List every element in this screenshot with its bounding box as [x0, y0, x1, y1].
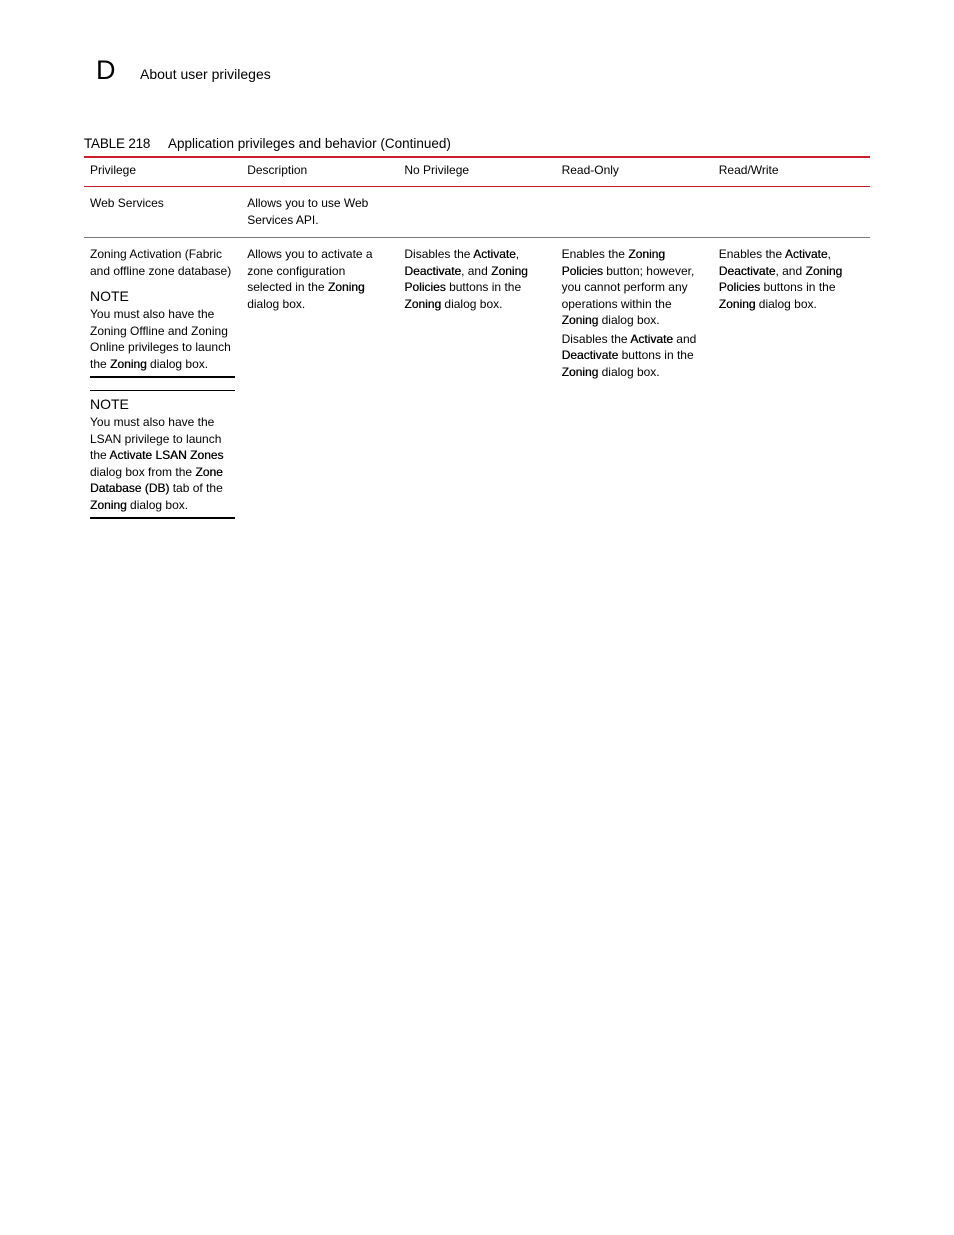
ui-term: Deactivate — [718, 263, 776, 278]
cell-read-only — [556, 187, 713, 238]
cell-privilege: Web Services — [84, 187, 241, 238]
table-number: TABLE 218 — [84, 136, 151, 151]
ui-term: Zoning — [327, 280, 365, 294]
column-header-read-write: Read/Write — [713, 158, 870, 187]
appendix-letter: D — [96, 55, 116, 85]
column-header-privilege: Privilege — [84, 158, 241, 187]
column-header-description: Description — [241, 158, 398, 187]
cell-description: Allows you to activate a zone configuration selected in the Zoning dialog box. — [247, 247, 373, 311]
note-box — [90, 287, 235, 378]
ui-term: Deactivate — [561, 348, 619, 362]
ui-term: Activate LSAN Zones — [109, 448, 224, 462]
ui-term: Activate — [473, 247, 516, 261]
read-only-paragraph: Enables the Zoning Policies button; however, you cannot perform any operations within the Zoning dialog box. — [561, 247, 695, 327]
ui-term: Activate — [630, 331, 673, 346]
table-caption — [84, 135, 451, 153]
note-box — [90, 390, 235, 519]
ui-term: Zoning — [90, 497, 127, 512]
ui-term: Zoning — [561, 364, 599, 379]
note-heading: NOTE — [90, 288, 129, 304]
table-row — [84, 238, 870, 529]
ui-term: Zoning — [404, 296, 442, 311]
privilege-name: Zoning Activation (Fabric and offline zone database) — [90, 247, 232, 278]
table-row — [84, 187, 870, 238]
cell-read-write: Enables the Activate, Deactivate, and Zoning Policies buttons in the Zoning dialog box. — [718, 247, 843, 311]
cell-no-privilege — [398, 187, 555, 238]
ui-term: Zoning Policies — [561, 247, 665, 278]
table-header-row — [84, 158, 870, 187]
read-only-paragraph: Disables the Activate and Deactivate buttons in the Zoning dialog box. — [561, 331, 697, 379]
ui-term: Zone Database (DB) — [90, 464, 223, 495]
section-title: About user privileges — [140, 66, 271, 82]
ui-term: Zoning — [718, 296, 756, 311]
ui-term: Zoning — [561, 313, 599, 327]
ui-term: Deactivate — [404, 263, 462, 278]
cell-description: Allows you to use Web Services API. — [241, 187, 398, 238]
note-text: You must also have the LSAN privilege to launch the Activate LSAN Zones dialog box from the Zone Database (DB) tab of the Zoning dialog box. — [90, 415, 224, 512]
ui-term: Zoning Policies — [718, 263, 843, 294]
cell-no-privilege: Disables the Activate, Deactivate, and Zoning Policies buttons in the Zoning dialog box. — [404, 247, 528, 311]
privileges-table — [84, 158, 870, 528]
column-header-read-only: Read-Only — [556, 158, 713, 187]
privileges-table-container — [84, 156, 870, 528]
ui-term: Zoning — [110, 356, 147, 371]
table-title: Application privileges and behavior (Continued) — [168, 136, 451, 151]
note-heading: NOTE — [90, 396, 129, 412]
cell-privilege — [84, 238, 241, 529]
cell-read-only — [556, 238, 713, 529]
ui-term: Activate — [784, 247, 828, 261]
column-header-no-privilege: No Privilege — [398, 158, 555, 187]
note-text: You must also have the Zoning Offline and Zoning Online privileges to launch the Zoning dialog box. — [90, 307, 231, 371]
cell-read-write — [713, 187, 870, 238]
ui-term: Zoning Policies — [404, 263, 528, 294]
